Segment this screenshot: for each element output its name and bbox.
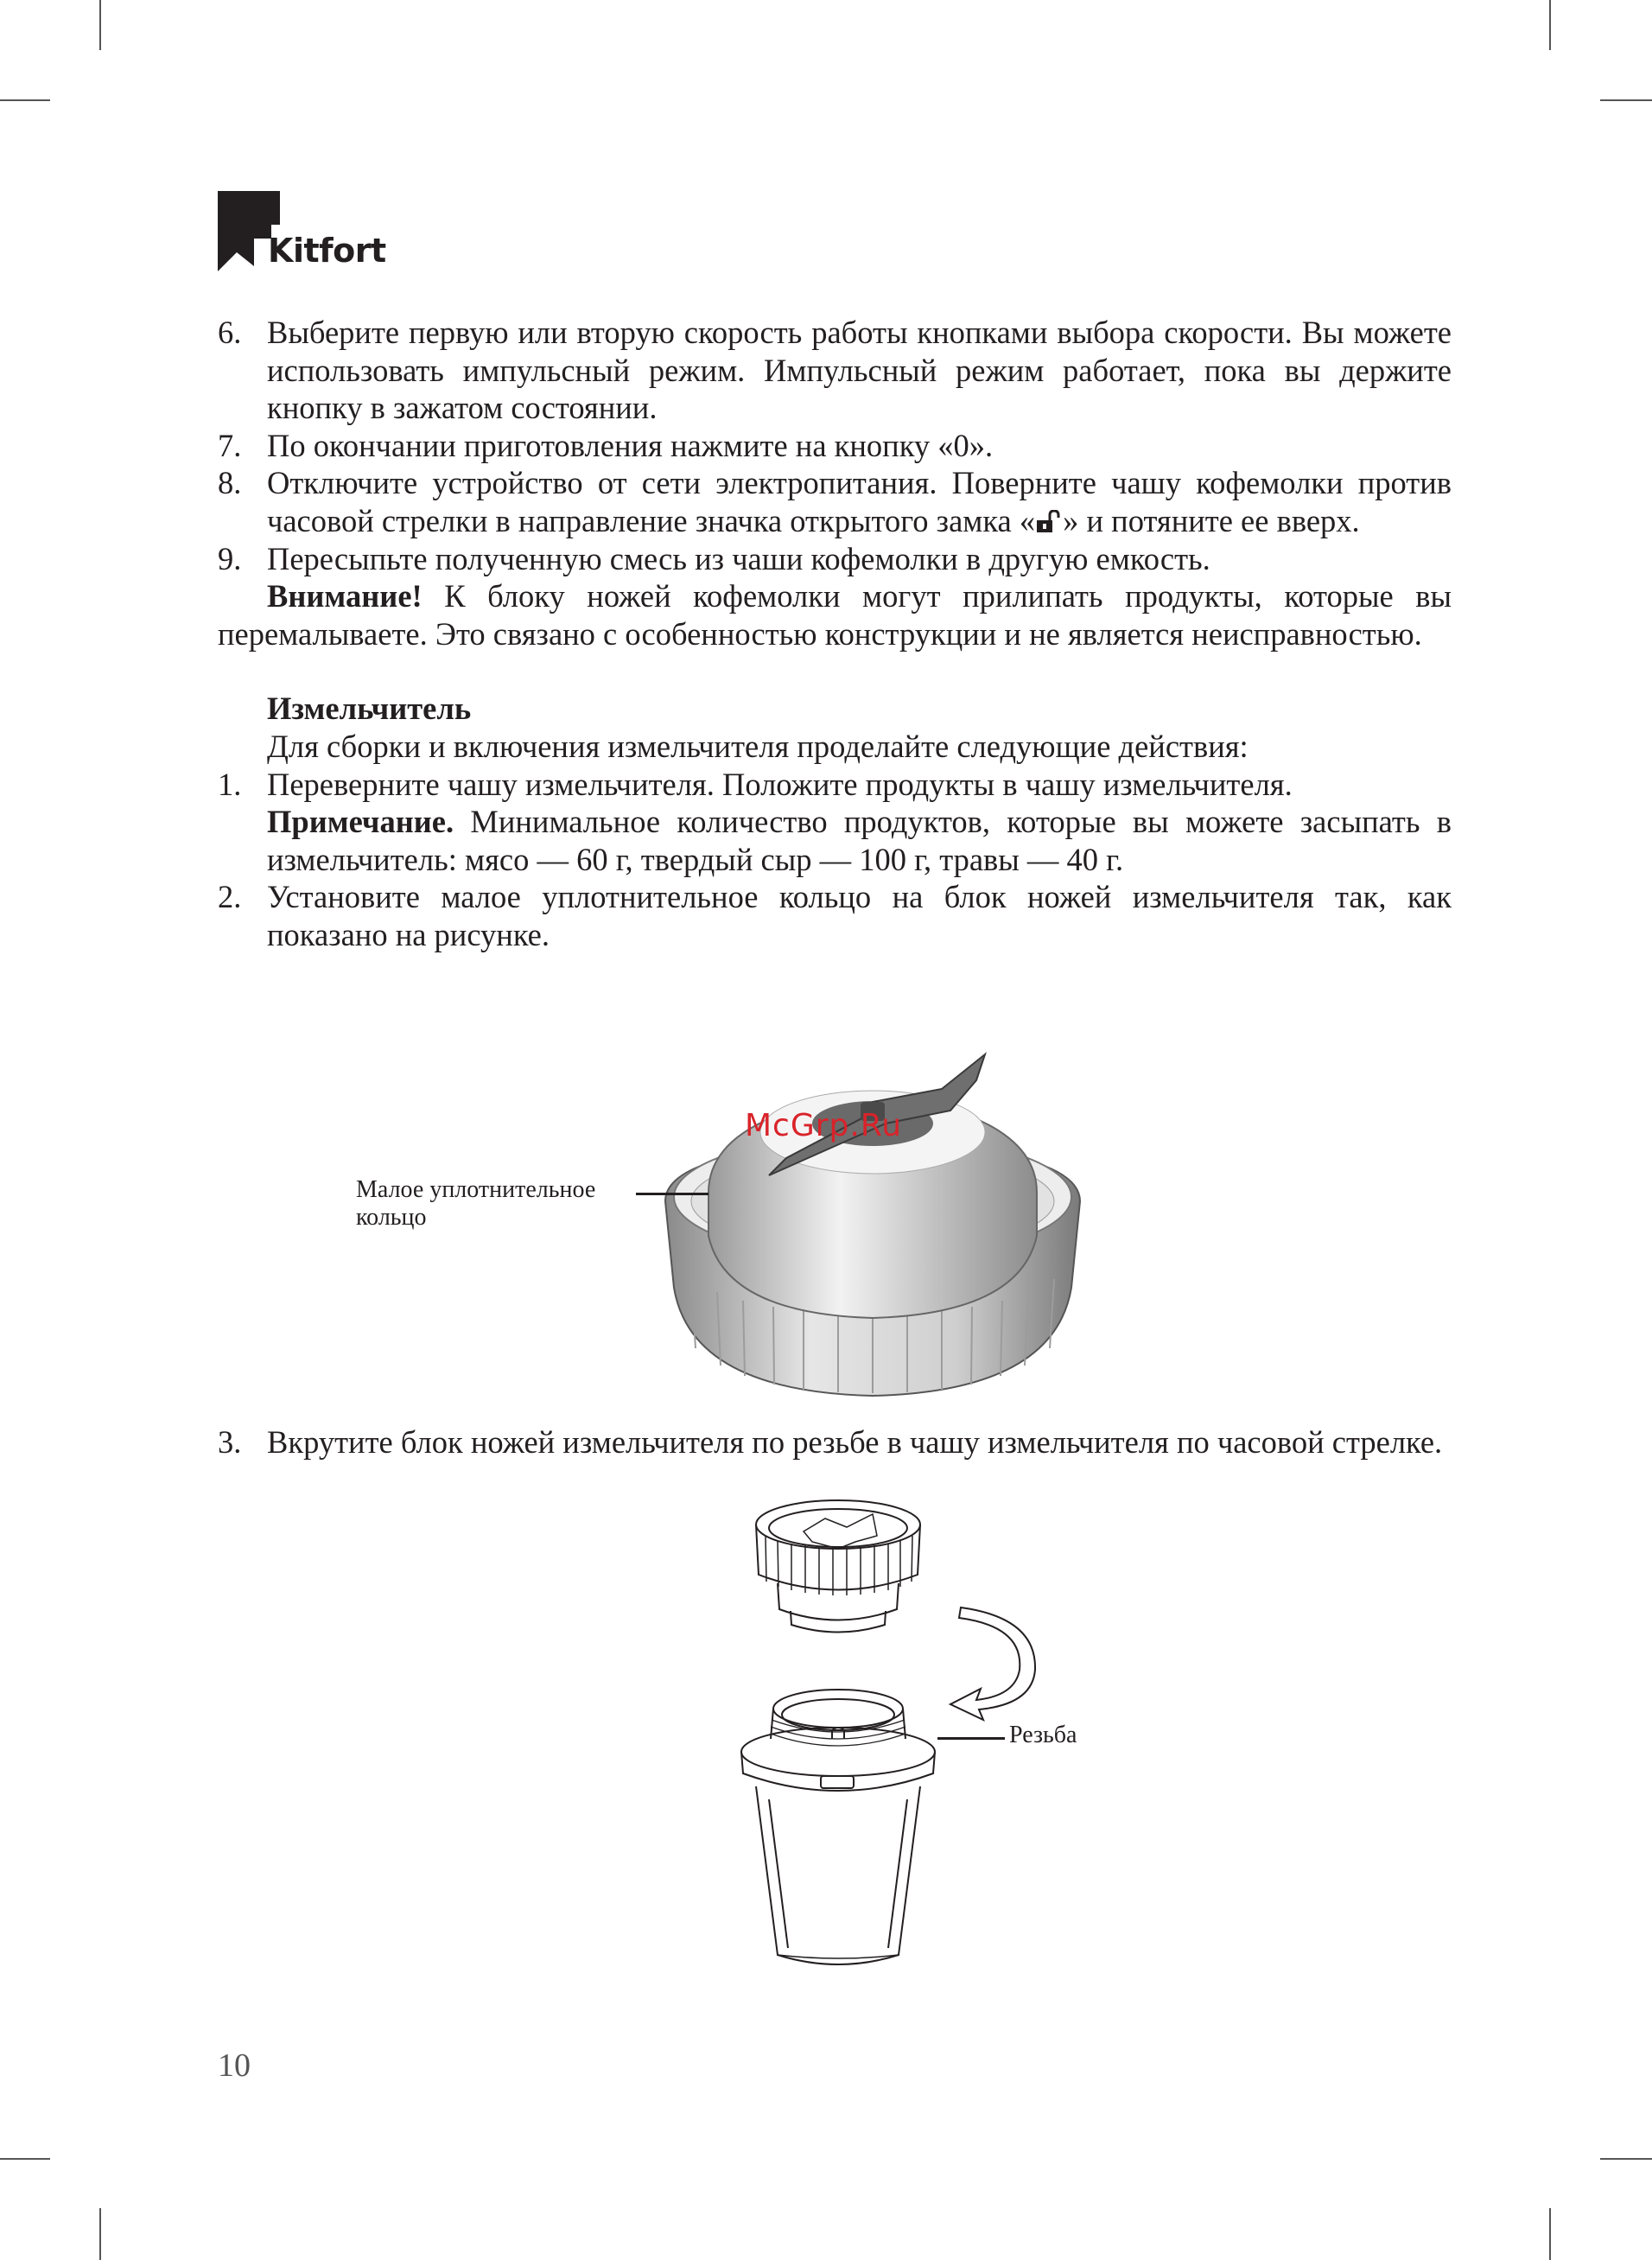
section-title: Измельчитель	[267, 691, 472, 727]
item-text: » и потяните ее вверх.	[1063, 502, 1360, 538]
item-text: Пересыпьте полученную смесь из чаши кофемолки в другую емкость.	[267, 540, 1210, 576]
item-number: 1.	[218, 766, 242, 802]
item-number: 7.	[218, 427, 242, 463]
item-text: Выберите первую или вторую скорость работы кнопками выбора скорости. Вы можете использовать импульсный режим. Импульсный режим работает, пока вы держите кнопку в зажатом состоянии.	[267, 315, 1452, 426]
item-number: 8.	[218, 465, 242, 501]
crop-mark	[99, 2208, 101, 2260]
list-item	[218, 878, 1452, 953]
list-item	[218, 766, 1452, 879]
item-number: 2.	[218, 879, 242, 915]
list-item	[218, 1423, 1452, 1461]
list-item	[218, 464, 1452, 539]
list-item	[218, 540, 1452, 578]
crop-mark	[0, 2158, 50, 2160]
crop-mark	[1600, 99, 1652, 101]
page-number: 10	[218, 2047, 251, 2084]
warning-label: Внимание!	[267, 578, 423, 614]
note-text: Минимальное количество продуктов, которые вы можете засыпать в измельчитель: мясо — 60 г, твердый сыр — 100 г, травы — 40 г.	[267, 804, 1452, 877]
watermark: McGrp.Ru	[745, 1108, 903, 1143]
crop-mark	[99, 0, 101, 50]
brand-name: Kitfort	[268, 232, 386, 270]
instructions-top	[218, 314, 1452, 954]
warning-paragraph	[218, 577, 1452, 653]
blade-block-figure	[657, 1028, 1089, 1409]
item-text: Установите малое уплотнительное кольцо на блок ножей измельчителя так, как показано на рисунке.	[267, 879, 1452, 952]
thread-label: Резьба	[1009, 1722, 1077, 1748]
item-text: Вкрутите блок ножей измельчителя по резьбе в чашу измельчителя по часовой стрелке.	[267, 1424, 1443, 1460]
crop-mark	[1600, 2158, 1652, 2160]
item-number: 3.	[218, 1424, 242, 1460]
item-number: 9.	[218, 540, 242, 576]
leader-line	[636, 1193, 708, 1195]
leader-line	[937, 1737, 1005, 1740]
note-label: Примечание.	[267, 804, 454, 840]
item-number: 6.	[218, 315, 242, 350]
open-lock-icon	[1035, 510, 1063, 534]
item-text: Отключите устройство от сети электропитания. Поверните чашу кофемолки против часовой стрелки в направление значка открытого замка «	[267, 465, 1452, 538]
item-text: Переверните чашу измельчителя. Положите продукты в чашу измельчителя.	[267, 766, 1293, 802]
list-item	[218, 314, 1452, 427]
sealing-ring-label: Малое уплотнительное кольцо	[356, 1176, 596, 1231]
instructions-bottom	[218, 1423, 1452, 1461]
list-item	[218, 427, 1452, 465]
warning-text: К блоку ножей кофемолки могут прилипать продукты, которые вы перемалываете. Это связано с особенностью конструкции и не является неисправностью.	[218, 578, 1452, 652]
section-intro: Для сборки и включения измельчителя проделайте следующие действия:	[267, 728, 1249, 764]
crop-mark	[1549, 0, 1551, 50]
crop-mark	[1549, 2208, 1551, 2260]
item-text: По окончании приготовления нажмите на кнопку «0».	[267, 427, 994, 463]
crop-mark	[0, 99, 50, 101]
